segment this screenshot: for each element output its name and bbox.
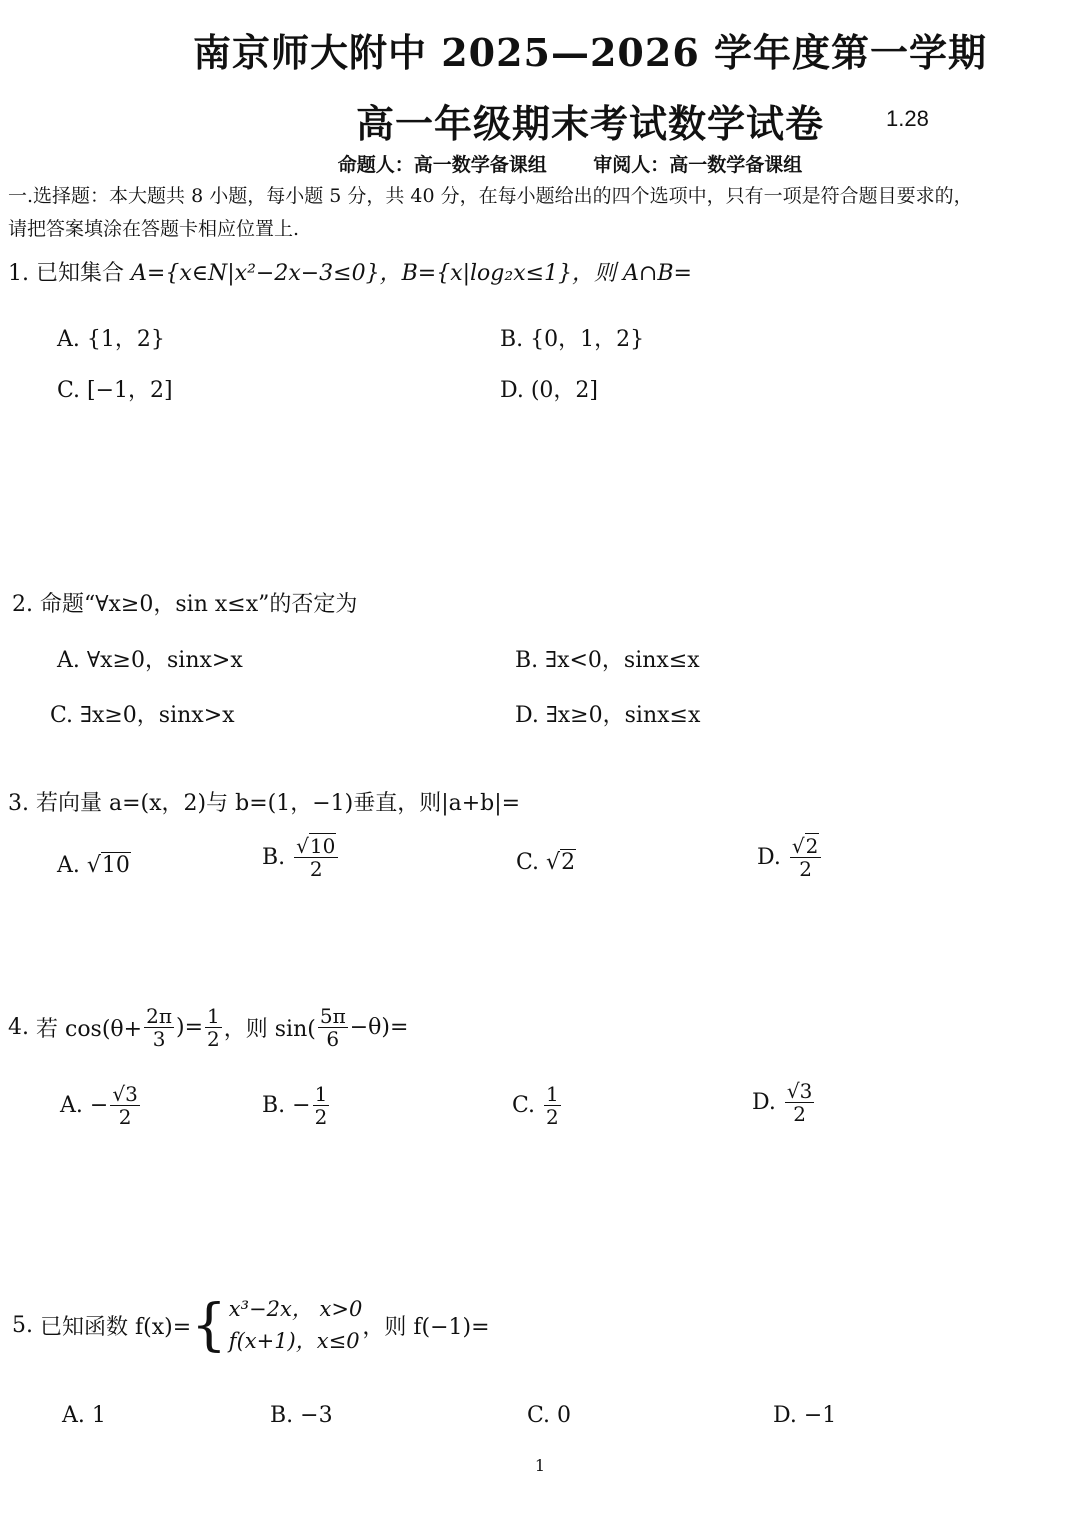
question-5-option-d: D. −1	[773, 1403, 837, 1428]
fraction: $\frac{1}{2}$	[546, 1082, 559, 1129]
question-3-option-d: D. $\frac{√2}{2}$	[757, 836, 823, 879]
sqrt-expression: √10	[86, 853, 130, 878]
fraction: $\frac{2\pi}{3}$	[146, 1004, 172, 1051]
question-4-option-c: C. $\frac{1}{2}$	[512, 1082, 559, 1129]
question-2-text: 命题“∀x≥0，sin x≤x”的否定为	[40, 592, 358, 617]
question-1-text-a: 已知集合	[36, 261, 131, 286]
fraction: $\frac{1}{2}$	[314, 1082, 328, 1129]
question-2-option-b: B. ∃x<0，sinx≤x	[515, 648, 700, 673]
fraction: $\frac{√3}{2}$	[786, 1079, 813, 1126]
exam-date: 1.28	[886, 106, 929, 131]
question-4-option-d: D. $\frac{√3}{2}$	[752, 1079, 813, 1126]
exam-title-line1: 南京师大附中 2025—2026 学年度第一学期	[193, 30, 987, 75]
question-4-option-b: B. − $\frac{1}{2}$	[262, 1082, 328, 1129]
question-1-option-a: A. {1，2}	[57, 327, 165, 352]
question-number: 2.	[12, 592, 33, 617]
question-1-option-b: B. {0，1，2}	[500, 327, 645, 352]
question-2-stem	[12, 587, 357, 618]
question-2-option-d: D. ∃x≥0，sinx≤x	[515, 703, 701, 728]
question-2-option-c: C. ∃x≥0，sinx>x	[50, 703, 235, 728]
question-3-option-a: A. √10	[57, 853, 130, 878]
question-4-option-a: A. − $\frac{√3}{2}$	[60, 1082, 138, 1129]
question-4-stem: 4. 若 cos(θ+ $\frac{2\pi}{3}$ )= $\frac{1}{2}$ ，则 sin( $\frac{5\pi}{6}$ −θ)=	[8, 1004, 409, 1051]
exam-title-line2: 高一年级期末考试数学试卷	[355, 101, 824, 146]
sqrt-expression: √2	[546, 850, 576, 875]
question-5-option-b: B. −3	[270, 1403, 333, 1428]
question-number: 3.	[8, 791, 29, 816]
question-3-option-b: B. $\frac{√10}{2}$	[262, 836, 340, 879]
fraction: $\frac{√2}{2}$	[790, 836, 821, 879]
question-3-text: 若向量 a=(x，2)与 b=(1，−1)垂直，则|a+b|=	[36, 791, 521, 816]
question-2-option-a: A. ∀x≥0，sinx>x	[57, 648, 243, 673]
fraction: $\frac{√10}{2}$	[294, 836, 338, 879]
piecewise-case-1: x³−2x， x>0	[228, 1297, 363, 1321]
section-instructions-line2: 请把答案填涂在答题卡相应位置上.	[8, 218, 300, 240]
piecewise-case-2: f(x+1)，x≤0	[228, 1328, 360, 1353]
question-3-option-c: C. √2	[516, 850, 576, 875]
question-1-stem	[8, 256, 692, 287]
question-1-option-d: D. (0，2]	[500, 378, 599, 403]
question-3-stem	[8, 786, 520, 817]
question-5-stem: 5. 已知函数 f(x)= { x³−2x， x>0 f(x+1)，x≤0 ，则 f(−1)=	[12, 1292, 490, 1358]
question-number: 1.	[8, 261, 29, 286]
fraction: $\frac{1}{2}$	[207, 1004, 220, 1051]
question-number: 4.	[8, 1015, 29, 1040]
question-1-option-c: C. [−1，2]	[57, 378, 173, 403]
question-5-option-a: A. 1	[62, 1403, 106, 1428]
question-1-text-b: A={x∈N|x²−2x−3≤0}，B={x|log₂x≤1}，则 A∩B=	[131, 261, 692, 286]
piecewise-definition: { x³−2x， x>0 f(x+1)，x≤0	[191, 1292, 363, 1358]
section-instructions-line1: 一.选择题：本大题共 8 小题，每小题 5 分，共 40 分，在每小题给出的四个选项中，只有一项是符合题目要求的，	[8, 185, 973, 207]
exam-authors: 命题人：高一数学备课组 审阅人：高一数学备课组	[337, 154, 803, 176]
question-number: 5.	[12, 1313, 33, 1338]
fraction: $\frac{5\pi}{6}$	[319, 1004, 346, 1051]
fraction: $\frac{√3}{2}$	[112, 1082, 138, 1129]
question-5-option-c: C. 0	[527, 1403, 572, 1428]
page-number: 1	[534, 1456, 546, 1475]
